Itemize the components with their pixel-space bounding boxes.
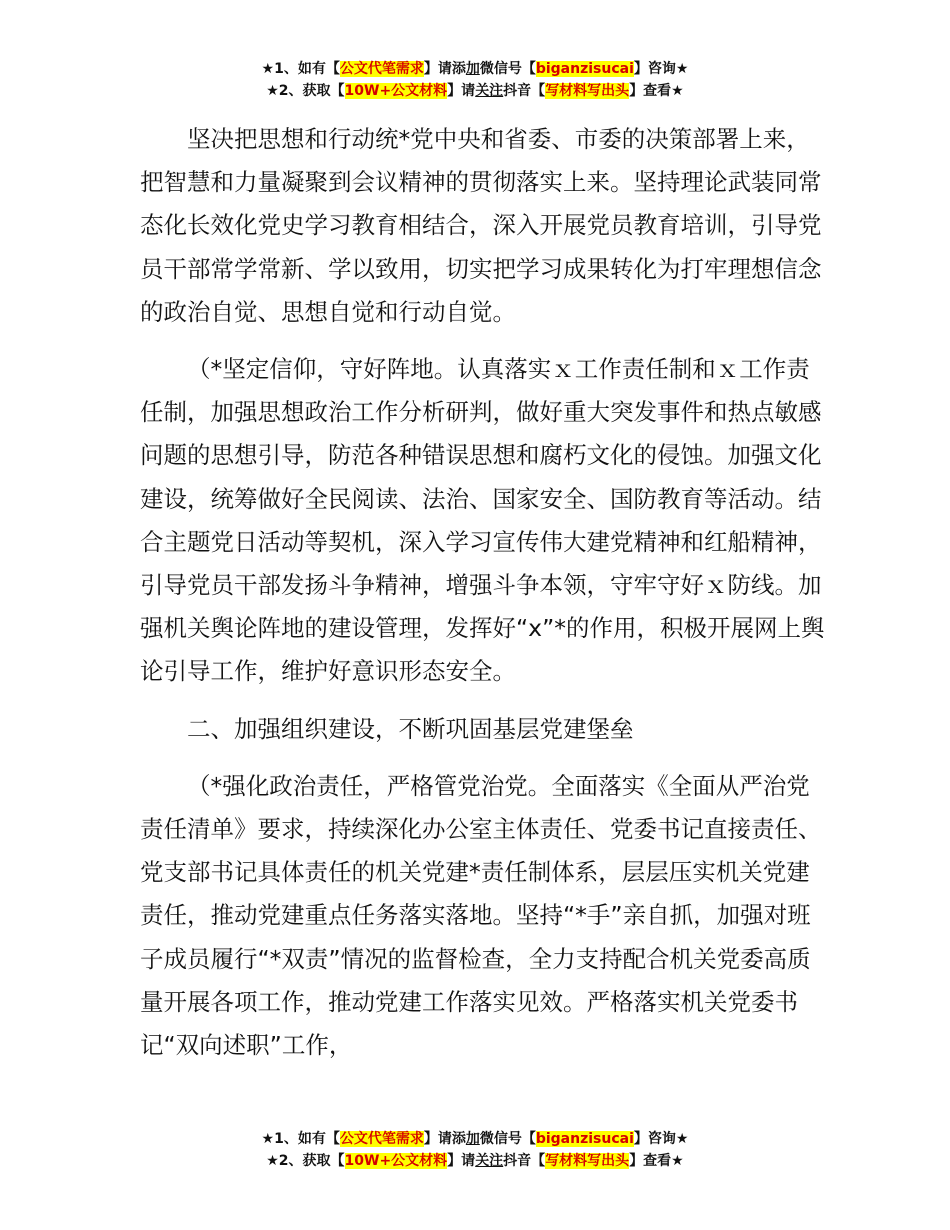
footer-banner	[0, 1128, 950, 1172]
banner-line-1: ★1、如有【公文代笔需求】请添加微信号【biganzisucai】咨询★	[261, 1131, 689, 1147]
highlight-service: 公文代笔需求	[339, 1131, 424, 1147]
highlight-wechat-id: biganzisucai	[535, 1131, 634, 1147]
section-heading: 二、加强组织建设，不断巩固基层党建堡垒	[187, 714, 634, 743]
banner-line-2: ★2、获取【10W+公文材料】请关注抖音【写材料写出头】查看★	[266, 1153, 684, 1169]
header-banner	[0, 58, 950, 102]
highlight-douyin: 写材料写出头	[545, 83, 630, 99]
highlight-materials: 10W+公文材料	[344, 83, 448, 99]
banner-line-2: ★2、获取【10W+公文材料】请关注抖音【写材料写出头】查看★	[266, 83, 684, 99]
banner-line-1: ★1、如有【公文代笔需求】请添加微信号【biganzisucai】咨询★	[261, 61, 689, 77]
paragraph-1: 坚决把思想和行动统*党中央和省委、市委的决策部署上来，把智慧和力量凝聚到会议精神的贯彻落实上来。坚持理论武装同常态化长效化党史学习教育相结合，深入开展党员教育培训，引导党员干部常学常新、学以致用，切实把学习成果转化为打牢理想信念的政治自觉、思想自觉和行动自觉。	[140, 125, 822, 326]
highlight-service: 公文代笔需求	[339, 61, 424, 77]
document-body	[140, 118, 830, 1081]
paragraph-3: （*强化政治责任，严格管党治党。全面落实《全面从严治党责任清单》要求，持续深化办公室主体责任、党委书记直接责任、党支部书记具体责任的机关党建*责任制体系，层层压实机关党建责任，推动党建重点任务落实落地。坚持“*手”亲自抓，加强对班子成员履行“*双责”情况的监督检查，全力支持配合机关党委高质量开展各项工作，推动党建工作落实见效。严格落实机关党委书记“双向述职”工作，	[140, 771, 822, 1060]
highlight-materials: 10W+公文材料	[344, 1153, 448, 1169]
highlight-douyin: 写材料写出头	[545, 1153, 630, 1169]
highlight-wechat-id: biganzisucai	[535, 61, 634, 77]
paragraph-2: （*坚定信仰，守好阵地。认真落实ｘ工作责任制和ｘ工作责任制，加强思想政治工作分析研判，做好重大突发事件和热点敏感问题的思想引导，防范各种错误思想和腐朽文化的侵蚀。加强文化建设，统筹做好全民阅读、法治、国家安全、国防教育等活动。结合主题党日活动等契机，深入学习宣传伟大建党精神和红船精神，引导党员干部发扬斗争精神，增强斗争本领，守牢守好ｘ防线。加强机关舆论阵地的建设管理，发挥好“x”*的作用，积极开展网上舆论引导工作，维护好意识形态安全。	[140, 355, 825, 686]
